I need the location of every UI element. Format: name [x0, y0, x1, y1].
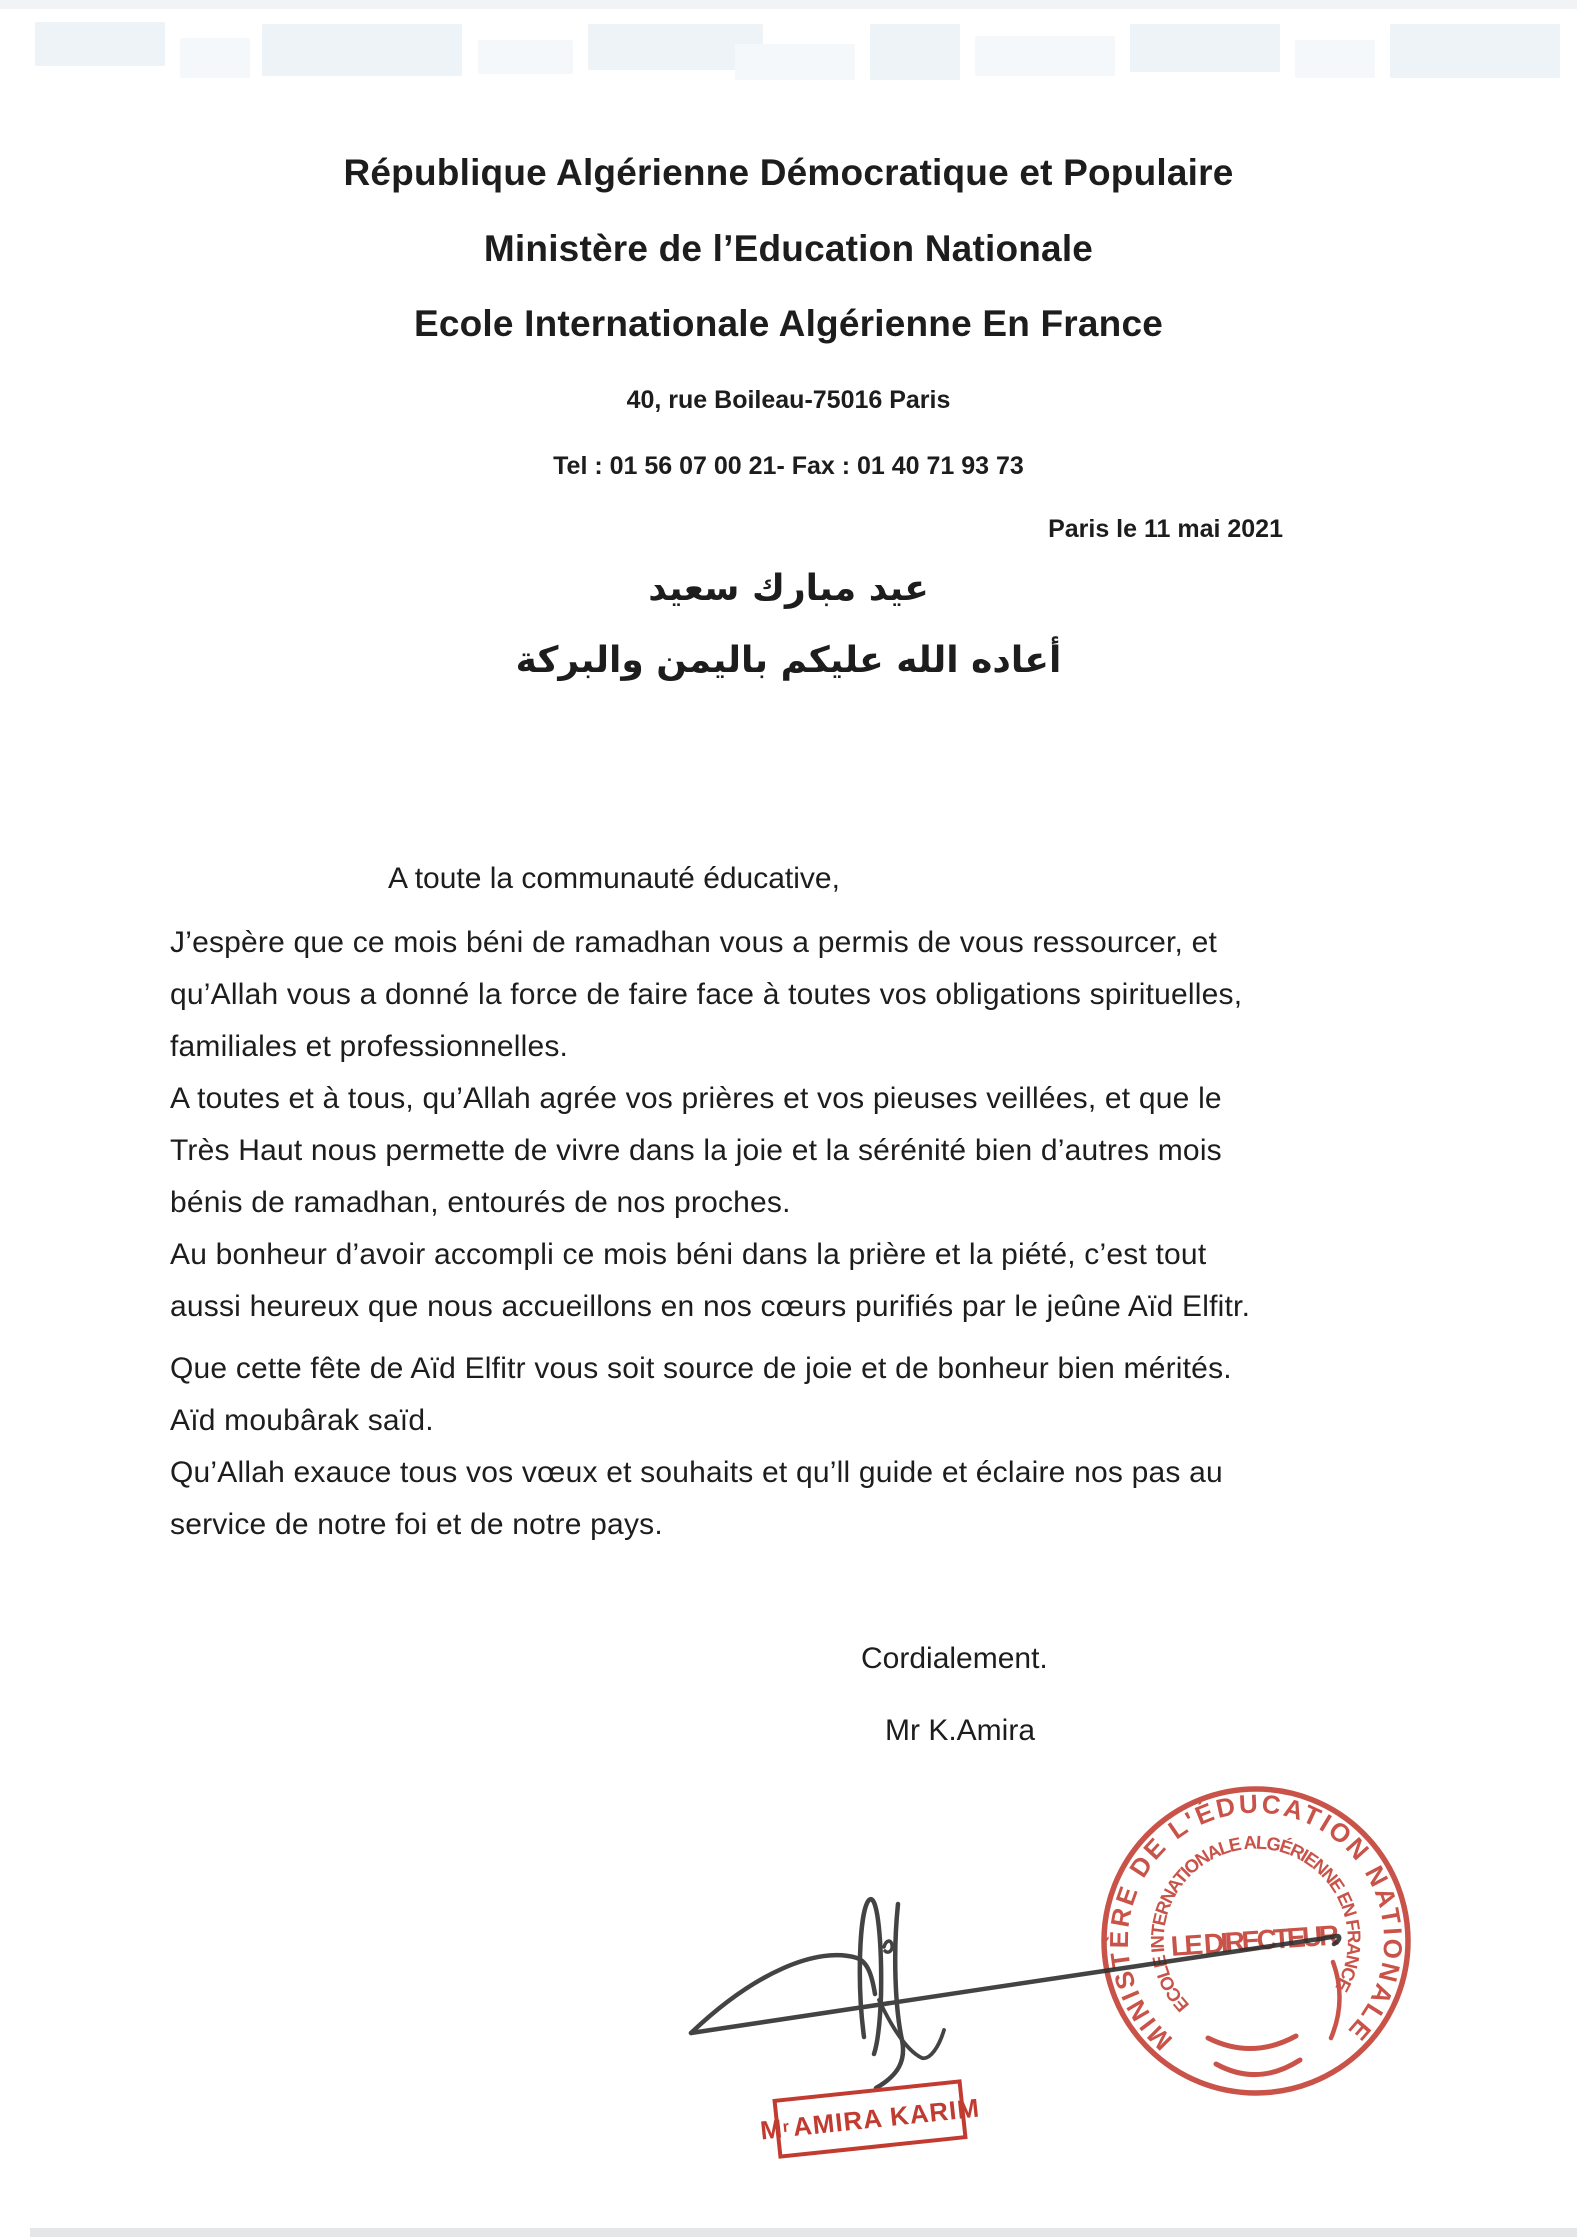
round-stamp-inner-text: ECOLE INTERNATIONALE ALGÉRIENNE EN FRANCE: [1146, 1831, 1365, 2017]
body-line: J’espère que ce mois béni de ramadhan vous a permis de vous ressourcer, et: [170, 926, 1218, 959]
round-stamp-title: LE DIRECTEUR: [1169, 1919, 1342, 1962]
svg-text:MINISTÈRE DE L'ÉDUCATION NATIO: [1104, 1788, 1409, 2056]
body-line: qu’Allah vous a donné la force de faire face à toutes vos obligations spirituelles,: [170, 978, 1243, 1011]
header-tel-fax: Tel : 01 56 07 00 21- Fax : 01 40 71 93 73: [553, 452, 1024, 480]
body-line: Très Haut nous permette de vivre dans la joie et la sérénité bien d’autres mois: [170, 1134, 1222, 1167]
signatory-name: Mr K.Amira: [885, 1714, 1035, 1747]
body-line: Qu’Allah exauce tous vos vœux et souhaits et qu’ll guide et éclaire nos pas au: [170, 1456, 1223, 1489]
header-republic-line: République Algérienne Démocratique et Populaire: [343, 152, 1234, 193]
name-stamp: [758, 2079, 982, 2159]
closing-formula: Cordialement.: [861, 1642, 1048, 1675]
body-line: service de notre foi et de notre pays.: [170, 1508, 663, 1541]
body-line: aussi heureux que nous accueillons en nos cœurs purifiés par le jeûne Aïd Elfitr.: [170, 1290, 1251, 1323]
letter-date: Paris le 11 mai 2021: [1048, 515, 1283, 543]
name-stamp-superscript: r: [781, 2118, 791, 2137]
body-line: Au bonheur d’avoir accompli ce mois béni dans la prière et la piété, c’est tout: [170, 1238, 1207, 1271]
header-school-line: Ecole Internationale Algérienne En France: [413, 303, 1164, 344]
body-line: familiales et professionnelles.: [170, 1030, 569, 1063]
svg-text:ECOLE INTERNATIONALE ALGÉRIENN: [1147, 1831, 1365, 2016]
round-stamp-flourish: [1208, 1962, 1340, 2075]
body-line: A toutes et à tous, qu’Allah agrée vos prières et vos pieuses veillées, et que le: [170, 1082, 1222, 1115]
round-ministry-stamp: [1104, 1788, 1409, 2093]
body-line: Aïd moubârak saïd.: [170, 1404, 434, 1437]
header-ministry-line: Ministère de l’Education Nationale: [483, 228, 1094, 269]
handwritten-signature: [691, 1899, 1339, 2088]
arabic-greeting-line-1: عيد مبارك سعيد: [648, 568, 929, 609]
scan-edge-bottom: [30, 2228, 1577, 2237]
salutation: A toute la communauté éducative,: [388, 862, 840, 895]
scan-edge-top: [0, 0, 1577, 9]
name-stamp-text: AMIRA KARIM: [791, 2092, 982, 2142]
arabic-greeting-line-2: أعاده الله عليكم باليمن والبركة: [515, 640, 1062, 681]
body-line: Que cette fête de Aïd Elfitr vous soit source de joie et de bonheur bien mérités.: [170, 1352, 1232, 1385]
body-line: bénis de ramadhan, entourés de nos proches.: [170, 1186, 791, 1219]
header-address: 40, rue Boileau-75016 Paris: [626, 386, 951, 414]
round-stamp-outer-text: MINISTÈRE DE L'ÉDUCATION NATIONALE: [1103, 1788, 1409, 2057]
name-stamp-prefix: M: [758, 2112, 785, 2145]
